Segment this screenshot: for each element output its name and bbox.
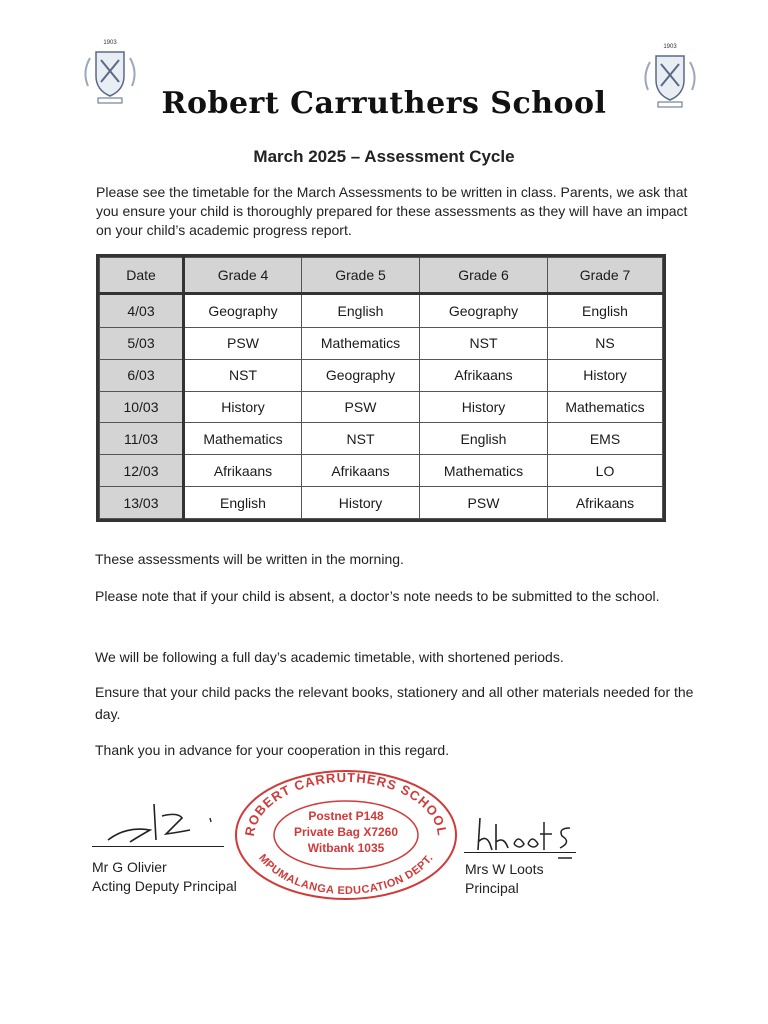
school-name: Robert Carruthers School (161, 86, 607, 121)
column-header-grade-5: Grade 5 (302, 258, 420, 294)
subject-cell: EMS (548, 423, 663, 455)
assessment-timetable (96, 254, 666, 522)
note-morning: These assessments will be written in the morning. (95, 551, 404, 567)
signatory-left-role: Acting Deputy Principal (92, 878, 237, 894)
subject-cell: Afrikaans (302, 455, 420, 487)
signature-line-left (92, 846, 224, 847)
subject-cell: Afrikaans (548, 487, 663, 519)
page-title: March 2025 – Assessment Cycle (253, 147, 515, 166)
intro-paragraph: Please see the timetable for the March Assessments to be written in class. Parents, we ask that you ensure your child is thoroughly prepared for these assessments as they will have an impact on your child’s academic progress report. (96, 184, 688, 238)
stamp-line-town: Witbank 1035 (307, 841, 385, 855)
subject-cell: Afrikaans (420, 359, 548, 391)
subject-cell: Geography (420, 294, 548, 328)
subject-cell: English (548, 294, 663, 328)
stamp-address (232, 808, 460, 856)
signature-line-right (464, 852, 576, 853)
subject-cell: History (548, 359, 663, 391)
table-row (100, 294, 663, 328)
school-stamp (232, 768, 460, 902)
subject-cell: NST (184, 359, 302, 391)
stamp-line-private-bag: Private Bag X7260 (293, 825, 399, 839)
subject-cell: NS (548, 327, 663, 359)
table-header-row (100, 258, 663, 294)
stamp-line-postnet: Postnet P148 (308, 809, 384, 823)
table-row (100, 455, 663, 487)
subject-cell: History (302, 487, 420, 519)
date-cell: 11/03 (100, 423, 184, 455)
subject-cell: PSW (420, 487, 548, 519)
stamp-bottom-text: MPUMALANGA EDUCATION DEPT. (256, 852, 436, 898)
subject-cell: Mathematics (420, 455, 548, 487)
subject-cell: Mathematics (302, 327, 420, 359)
signatory-right-name: Mrs W Loots (465, 861, 544, 877)
signature-loots (474, 814, 584, 862)
date-cell: 6/03 (100, 359, 184, 391)
note-timetable: We will be following a full day’s academic timetable, with shortened periods. (95, 649, 564, 665)
subject-cell: NST (302, 423, 420, 455)
subject-cell: PSW (302, 391, 420, 423)
subject-cell: NST (420, 327, 548, 359)
note-materials: Ensure that your child packs the relevant books, stationery and all other materials needed for the day. (95, 684, 694, 722)
column-header-date: Date (100, 258, 184, 294)
column-header-grade-4: Grade 4 (184, 258, 302, 294)
stamp-top-text: ROBERT CARRUTHERS SCHOOL (241, 769, 451, 838)
subject-cell: PSW (184, 327, 302, 359)
date-cell: 10/03 (100, 391, 184, 423)
crest-year-left: 1903 (103, 40, 117, 46)
svg-text:MPUMALANGA EDUCATION DEPT. (256, 852, 436, 897)
subject-cell: Geography (184, 294, 302, 328)
table-row (100, 391, 663, 423)
column-header-grade-6: Grade 6 (420, 258, 548, 294)
subject-cell: Geography (302, 359, 420, 391)
subject-cell: Afrikaans (184, 455, 302, 487)
note-thanks: Thank you in advance for your cooperation in this regard. (95, 742, 450, 758)
date-cell: 12/03 (100, 455, 184, 487)
date-cell: 4/03 (100, 294, 184, 328)
table-row (100, 423, 663, 455)
subject-cell: Mathematics (184, 423, 302, 455)
table-row (100, 359, 663, 391)
signatory-right-role: Principal (465, 880, 519, 896)
subject-cell: English (184, 487, 302, 519)
signature-olivier (106, 800, 216, 848)
subject-cell: History (420, 391, 548, 423)
note-absent: Please note that if your child is absent, a doctor’s note needs to be submitted to the school. (95, 588, 660, 604)
subject-cell: History (184, 391, 302, 423)
crest-year-right: 1903 (663, 44, 677, 50)
column-header-grade-7: Grade 7 (548, 258, 663, 294)
signatory-left-name: Mr G Olivier (92, 859, 167, 875)
table-row (100, 487, 663, 519)
subject-cell: LO (548, 455, 663, 487)
table-row (100, 327, 663, 359)
subject-cell: English (420, 423, 548, 455)
date-cell: 5/03 (100, 327, 184, 359)
subject-cell: English (302, 294, 420, 328)
subject-cell: Mathematics (548, 391, 663, 423)
date-cell: 13/03 (100, 487, 184, 519)
